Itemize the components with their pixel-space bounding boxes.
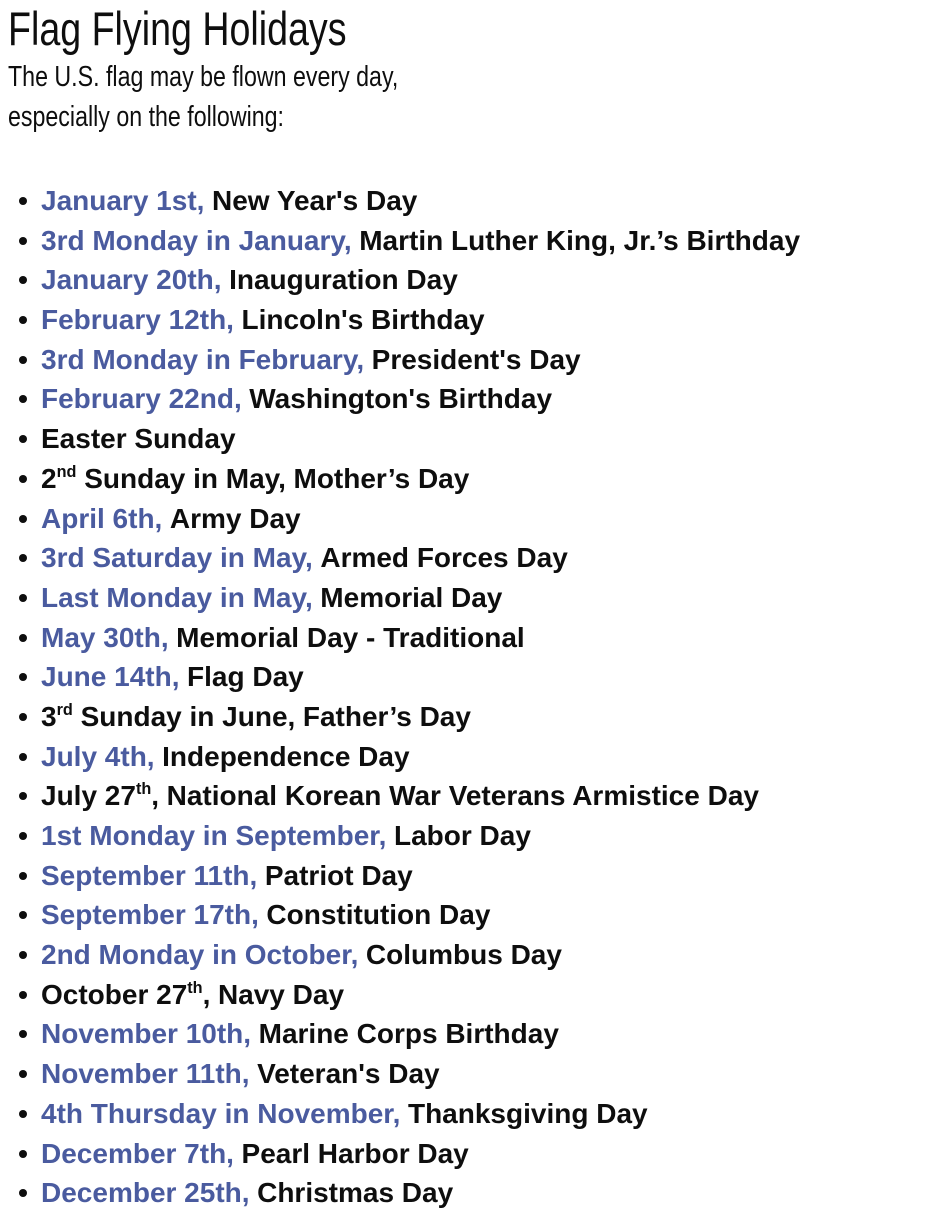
- holiday-date: January 1st,: [41, 185, 205, 216]
- holiday-name: Armed Forces Day: [320, 542, 568, 574]
- holiday-date: November 11th,: [41, 1058, 250, 1090]
- bullet-icon: [19, 395, 27, 403]
- holiday-date: 2nd Monday in October,: [41, 939, 359, 971]
- holiday-date: 3rd Sunday in June,: [41, 700, 296, 732]
- holiday-date: February 12th,: [41, 304, 234, 336]
- holiday-date: 4th Thursday in November,: [41, 1097, 401, 1129]
- list-item: [8, 776, 937, 816]
- holiday-name: Mother’s Day: [293, 462, 470, 494]
- holiday-name: Christmas Day: [257, 1177, 454, 1209]
- ordinal-superscript: nd: [56, 462, 77, 481]
- holiday-date: July 4th,: [41, 740, 155, 772]
- bullet-icon: [19, 951, 27, 959]
- bullet-icon: [19, 634, 27, 642]
- subtitle-line-2: especially on the following:: [8, 101, 284, 133]
- holiday-date: 3rd Monday in January,: [41, 224, 352, 256]
- list-item: [8, 538, 937, 578]
- holiday-name: National Korean War Veterans Armistice Day: [166, 780, 759, 812]
- bullet-icon: [19, 1150, 27, 1158]
- list-item: [8, 697, 937, 737]
- holiday-date: December 7th,: [41, 1137, 234, 1169]
- list-item: [8, 221, 937, 261]
- holiday-date: June 14th,: [41, 661, 180, 693]
- bullet-icon: [19, 872, 27, 880]
- holiday-date: 2nd Sunday in May,: [41, 462, 286, 494]
- bullet-icon: [19, 1110, 27, 1118]
- list-item: [8, 340, 937, 380]
- bullet-icon: [19, 475, 27, 483]
- list-item: [8, 260, 937, 300]
- holiday-name: Veteran's Day: [257, 1058, 440, 1090]
- list-item: [8, 737, 937, 777]
- holiday-date: September 17th,: [41, 899, 259, 931]
- holiday-date: November 10th,: [41, 1018, 252, 1050]
- holiday-name: Inauguration Day: [229, 264, 458, 296]
- ordinal-superscript: th: [135, 780, 152, 799]
- list-item: [8, 578, 937, 618]
- holiday-name: Columbus Day: [365, 939, 562, 971]
- holiday-name: Navy Day: [217, 978, 345, 1010]
- holiday-date: April 6th,: [41, 502, 163, 534]
- bullet-icon: [19, 1030, 27, 1038]
- list-item: [8, 1173, 937, 1213]
- holiday-date: 3rd Monday in February,: [41, 343, 365, 375]
- list-item: [8, 856, 937, 896]
- list-item: [8, 1014, 937, 1054]
- holiday-name: Memorial Day - Traditional: [176, 621, 525, 653]
- list-item: [8, 975, 937, 1015]
- ordinal-superscript: rd: [56, 700, 73, 719]
- holiday-name: Labor Day: [393, 820, 531, 851]
- bullet-icon: [19, 1070, 27, 1078]
- holiday-name: Flag Day: [187, 661, 304, 693]
- holiday-name: Patriot Day: [264, 859, 413, 891]
- list-item: [8, 895, 937, 935]
- holiday-name: Lincoln's Birthday: [241, 304, 485, 336]
- list-item: [8, 935, 937, 975]
- bullet-icon: [19, 356, 27, 364]
- list-item: [8, 1054, 937, 1094]
- bullet-icon: [19, 554, 27, 562]
- holiday-name: Washington's Birthday: [249, 383, 553, 415]
- bullet-icon: [19, 435, 27, 443]
- bullet-icon: [19, 713, 27, 721]
- list-item: [8, 181, 937, 221]
- holiday-date: May 30th,: [41, 621, 169, 653]
- holiday-date: September 11th,: [41, 859, 258, 891]
- holiday-date: 3rd Saturday in May,: [41, 542, 313, 574]
- holiday-name: President's Day: [371, 343, 581, 375]
- holiday-name: Independence Day: [162, 740, 410, 772]
- bullet-icon: [19, 316, 27, 324]
- holiday-name: Father’s Day: [302, 700, 471, 732]
- list-item: [8, 1094, 937, 1134]
- list-item: [8, 379, 937, 419]
- bullet-icon: [19, 515, 27, 523]
- holiday-date: December 25th,: [41, 1177, 250, 1209]
- list-item: [8, 300, 937, 340]
- holiday-name: Thanksgiving Day: [407, 1097, 648, 1129]
- holiday-name: Pearl Harbor Day: [241, 1137, 469, 1169]
- holiday-name: Constitution Day: [266, 899, 491, 931]
- bullet-icon: [19, 276, 27, 284]
- bullet-icon: [19, 832, 27, 840]
- subtitle-line-1: The U.S. flag may be flown every day,: [8, 61, 399, 93]
- page-title: Flag Flying Holidays: [8, 2, 347, 55]
- list-item: [8, 1134, 937, 1174]
- holiday-name: Martin Luther King, Jr.’s Birthday: [359, 224, 801, 256]
- ordinal-superscript: th: [187, 978, 203, 997]
- holiday-name: Marine Corps Birthday: [258, 1018, 559, 1050]
- holiday-date: October 27th,: [41, 978, 211, 1010]
- bullet-icon: [19, 197, 27, 205]
- list-item: [8, 419, 937, 459]
- list-item: [8, 618, 937, 658]
- list-item: [8, 459, 937, 499]
- bullet-icon: [19, 911, 27, 919]
- holiday-date: 1st Monday in September,: [41, 820, 387, 851]
- list-item: [8, 816, 937, 856]
- holiday-list: [8, 181, 937, 1213]
- bullet-icon: [19, 237, 27, 245]
- bullet-icon: [19, 673, 27, 681]
- holiday-name: Easter Sunday: [41, 423, 236, 455]
- holiday-date: Last Monday in May,: [41, 581, 313, 613]
- bullet-icon: [19, 792, 27, 800]
- bullet-icon: [19, 594, 27, 602]
- list-item: [8, 657, 937, 697]
- holiday-name: Army Day: [169, 502, 301, 534]
- bullet-icon: [19, 1189, 27, 1197]
- holiday-name: Memorial Day: [320, 581, 503, 613]
- holiday-date: July 27th,: [41, 780, 160, 812]
- bullet-icon: [19, 991, 27, 999]
- holiday-date: January 20th,: [41, 264, 222, 296]
- holiday-name: New Year's Day: [211, 185, 418, 216]
- bullet-icon: [19, 753, 27, 761]
- holiday-date: February 22nd,: [41, 383, 242, 415]
- list-item: [8, 499, 937, 539]
